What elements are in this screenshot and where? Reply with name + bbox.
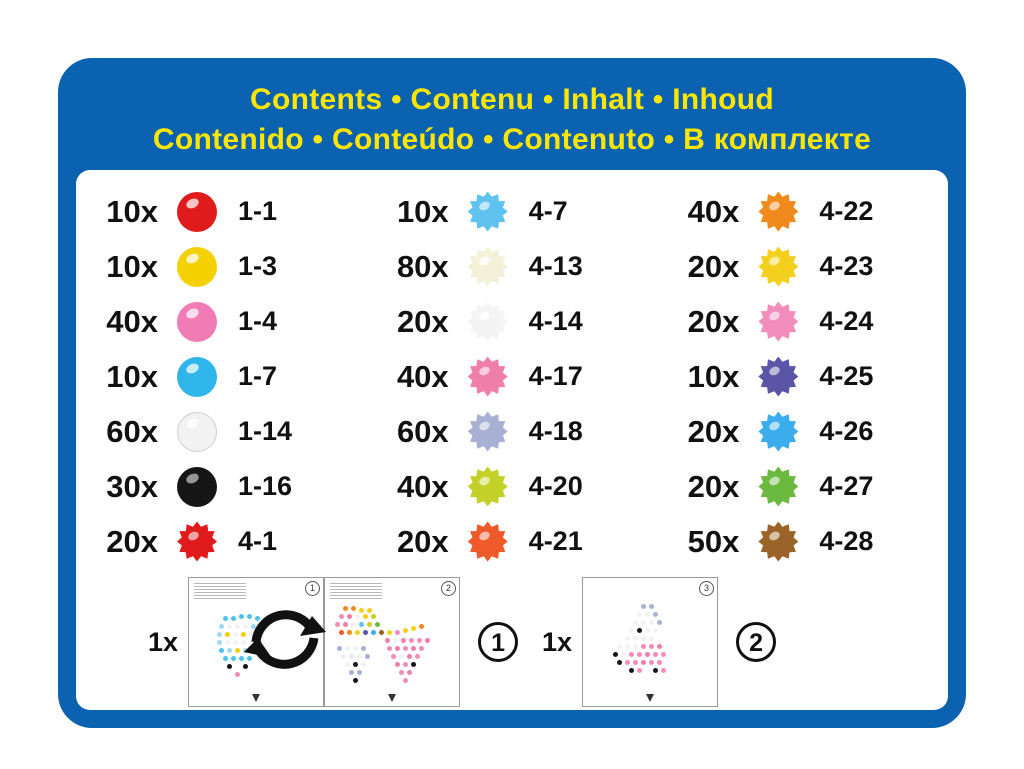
- bead-count: 20x: [396, 523, 449, 559]
- template-group-2-quantity: 1x: [542, 626, 573, 657]
- sheet-number: 2: [441, 581, 456, 596]
- bead-count: 20x: [396, 303, 449, 339]
- bead-star-icon: [468, 467, 508, 507]
- bead-count: 30x: [106, 468, 158, 504]
- bead-star-icon: [468, 522, 508, 562]
- bead-star-icon: [468, 302, 508, 342]
- bead-star-icon: [758, 412, 798, 452]
- bead-row: [367, 459, 658, 514]
- template-sheet: [582, 577, 718, 707]
- bead-star-icon: [468, 247, 508, 287]
- bead-swatch-cell: [459, 192, 517, 232]
- bead-swatch-cell: [168, 302, 226, 342]
- step-badge-2: 2: [736, 622, 776, 662]
- page-title: [58, 80, 966, 160]
- bead-row: [657, 294, 948, 349]
- bead-code: 4-20: [528, 471, 583, 501]
- title-line-2: Contenido • Conteúdo • Contenuto • В комплекте: [152, 123, 872, 156]
- bead-swatch-cell: [459, 412, 517, 452]
- bead-swatch-cell: [749, 467, 807, 507]
- bead-row: [367, 514, 658, 569]
- title-line-1: Contents • Contenu • Inhalt • Inhoud: [250, 83, 774, 116]
- bead-round-icon: [177, 192, 217, 232]
- bead-star-icon: [758, 357, 798, 397]
- bead-star-icon: [468, 357, 508, 397]
- bead-count: 20x: [106, 523, 158, 559]
- sheet-number: 3: [699, 581, 714, 596]
- bead-code: 1-1: [238, 196, 278, 226]
- sheet-dot-pattern: [189, 600, 324, 700]
- bead-code: 4-27: [819, 471, 874, 501]
- sheet-arrow-icon: [388, 694, 396, 702]
- bead-star-icon: [758, 302, 798, 342]
- bead-count: 10x: [396, 193, 449, 229]
- bead-code: 1-3: [238, 251, 278, 281]
- bead-code: 4-18: [528, 416, 583, 446]
- bead-count: 60x: [106, 413, 158, 449]
- bead-swatch-cell: [459, 522, 517, 562]
- bead-count: 80x: [396, 248, 449, 284]
- bead-row: [76, 514, 367, 569]
- bead-row: [76, 404, 367, 459]
- bead-count: 10x: [106, 248, 158, 284]
- bead-count: 10x: [687, 358, 740, 394]
- bead-count: 50x: [687, 523, 740, 559]
- bead-swatch-cell: [168, 467, 226, 507]
- bead-swatch-cell: [749, 357, 807, 397]
- bead-column-3: [657, 184, 948, 574]
- bead-row: [367, 184, 658, 239]
- template-sheet: [324, 577, 460, 707]
- bead-row: [367, 294, 658, 349]
- sheet-arrow-icon: [252, 694, 260, 702]
- bead-star-icon: [758, 192, 798, 232]
- bead-code: 4-21: [528, 526, 583, 556]
- bead-star-icon: [758, 522, 798, 562]
- contents-panel: [76, 170, 948, 710]
- bead-count: 20x: [687, 248, 740, 284]
- bead-row: [657, 459, 948, 514]
- bead-code: 4-22: [819, 196, 874, 226]
- bead-count: 40x: [106, 303, 158, 339]
- bead-row: [657, 514, 948, 569]
- bead-row: [76, 239, 367, 294]
- sheet-arrow-icon: [646, 694, 654, 702]
- bead-swatch-cell: [168, 412, 226, 452]
- bead-row: [367, 349, 658, 404]
- bead-round-icon: [177, 467, 217, 507]
- sheet-number: 1: [305, 581, 320, 596]
- bead-round-icon: [177, 247, 217, 287]
- bead-row: [367, 404, 658, 459]
- bead-code: 4-28: [819, 526, 874, 556]
- bead-count: 40x: [687, 193, 740, 229]
- bead-row: [76, 184, 367, 239]
- bead-swatch-cell: [459, 302, 517, 342]
- bead-count: 10x: [106, 358, 158, 394]
- bead-code: 1-4: [238, 306, 278, 336]
- bead-swatch-cell: [459, 357, 517, 397]
- template-sheet: [188, 577, 324, 707]
- template-sheet-single: [582, 577, 718, 707]
- template-group-1: [148, 574, 518, 710]
- bead-code: 4-1: [238, 526, 278, 556]
- sheet-dot-pattern: [583, 600, 718, 700]
- bead-column-2: [367, 184, 658, 574]
- bead-count: 10x: [106, 193, 158, 229]
- bead-round-icon: [177, 357, 217, 397]
- bead-row: [76, 459, 367, 514]
- bead-code: 1-16: [238, 471, 293, 501]
- bead-count: 60x: [396, 413, 449, 449]
- bead-swatch-cell: [168, 192, 226, 232]
- bead-star-icon: [758, 467, 798, 507]
- bead-row: [367, 239, 658, 294]
- bead-swatch-cell: [749, 192, 807, 232]
- step-badge-1: 1: [478, 622, 518, 662]
- bead-code: 4-7: [528, 196, 568, 226]
- bead-swatch-cell: [459, 247, 517, 287]
- bead-columns: [76, 184, 948, 574]
- bead-swatch-cell: [168, 357, 226, 397]
- bead-row: [657, 184, 948, 239]
- bead-count: 40x: [396, 358, 449, 394]
- bead-swatch-cell: [749, 522, 807, 562]
- bead-code: 1-14: [238, 416, 293, 446]
- bead-code: 4-24: [819, 306, 874, 336]
- bead-code: 4-14: [528, 306, 583, 336]
- bead-code: 4-17: [528, 361, 583, 391]
- bead-count: 20x: [687, 413, 740, 449]
- bead-count: 20x: [687, 468, 740, 504]
- bead-code: 4-23: [819, 251, 874, 281]
- bead-row: [657, 349, 948, 404]
- bead-row: [76, 349, 367, 404]
- bead-star-icon: [177, 522, 217, 562]
- template-group-2: [542, 574, 776, 710]
- template-sheets-section: [76, 574, 948, 710]
- bead-star-icon: [758, 247, 798, 287]
- bead-count: 40x: [396, 468, 449, 504]
- bead-swatch-cell: [749, 247, 807, 287]
- bead-swatch-cell: [749, 412, 807, 452]
- bead-round-icon: [177, 302, 217, 342]
- bead-code: 4-13: [528, 251, 583, 281]
- bead-swatch-cell: [168, 247, 226, 287]
- bead-round-icon: [177, 412, 217, 452]
- bead-code: 1-7: [238, 361, 278, 391]
- bead-column-1: [76, 184, 367, 574]
- bead-star-icon: [468, 192, 508, 232]
- bead-swatch-cell: [168, 522, 226, 562]
- bead-count: 20x: [687, 303, 740, 339]
- bead-code: 4-25: [819, 361, 874, 391]
- template-sheet-pair: [188, 577, 460, 707]
- bead-swatch-cell: [459, 467, 517, 507]
- bead-row: [657, 404, 948, 459]
- template-group-1-quantity: 1x: [148, 626, 179, 657]
- bead-row: [76, 294, 367, 349]
- sheet-dot-pattern: [325, 600, 460, 700]
- bead-swatch-cell: [749, 302, 807, 342]
- bead-code: 4-26: [819, 416, 874, 446]
- bead-star-icon: [468, 412, 508, 452]
- contents-card: [58, 58, 966, 728]
- bead-row: [657, 239, 948, 294]
